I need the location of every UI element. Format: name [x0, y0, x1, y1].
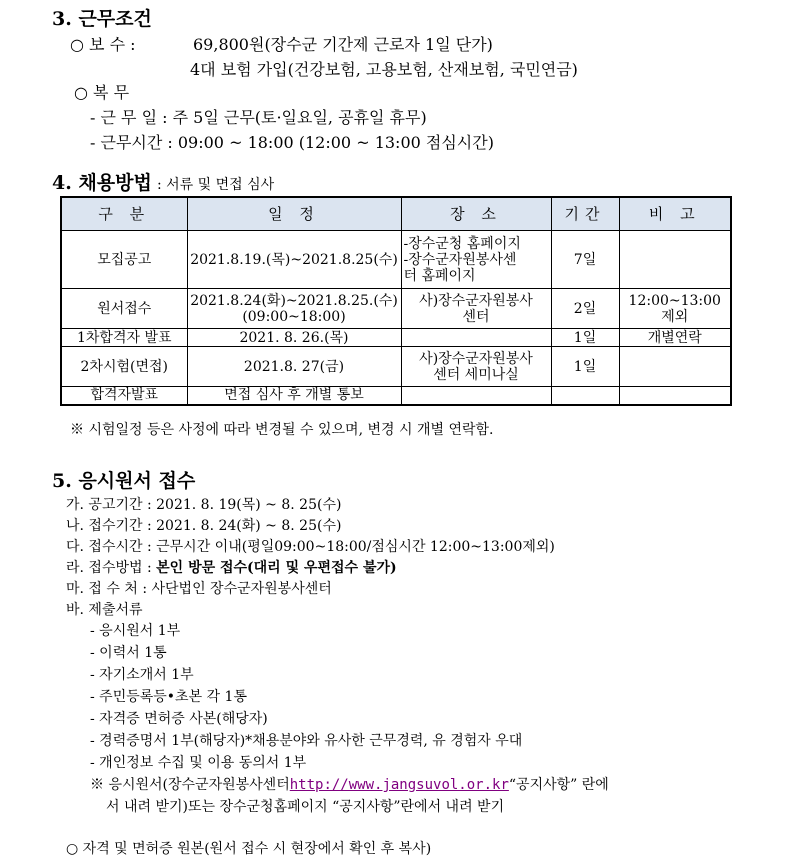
section5-title: 5. 응시원서 접수 — [52, 470, 196, 492]
doc-item: - 경력증명서 1부(해당자)*채용분야와 유사한 근무경력, 유 경험자 우대 — [90, 733, 523, 749]
row-note — [619, 347, 731, 387]
row-place — [401, 329, 551, 347]
insurance-text: 4대 보험 가입(건강보험, 고용보험, 산재보험, 국민연금) — [190, 60, 578, 79]
row-schedule: 2021. 8. 26.(목) — [187, 329, 401, 347]
doc-item: - 이력서 1통 — [90, 645, 167, 661]
table-row — [61, 231, 731, 289]
method-label: 라. 접수방법 : — [66, 560, 157, 576]
method-line — [66, 557, 397, 577]
row-place: 사)장수군자원봉사 센터 — [401, 289, 551, 329]
row-category: 모집공고 — [61, 231, 187, 289]
row-schedule: 2021.8. 27(금) — [187, 347, 401, 387]
row-period: 2일 — [551, 289, 619, 329]
table-header-row — [61, 197, 731, 231]
header-period: 기간 — [551, 197, 619, 231]
doc-item: - 주민등록등•초본 각 1통 — [90, 689, 247, 705]
schedule-footnote: ※ 시험일정 등은 사정에 따라 변경될 수 있으며, 변경 시 개별 연락함. — [70, 422, 494, 438]
row-category: 원서접수 — [61, 289, 187, 329]
header-schedule: 일 정 — [187, 197, 401, 231]
schedule-table — [60, 196, 732, 406]
list-item: 나. 접수기간 : 2021. 8. 24(화) ~ 8. 25(수) — [66, 518, 342, 534]
download-note-line2: 서 내려 받기)또는 장수군청홈페이지 “공지사항”란에서 내려 받기 — [106, 799, 505, 815]
row-note — [619, 387, 731, 405]
list-item: 가. 공고기간 : 2021. 8. 19(목) ~ 8. 25(수) — [66, 497, 342, 513]
row-period: 7일 — [551, 231, 619, 289]
doc-item: - 응시원서 1부 — [90, 623, 181, 639]
row-place — [401, 387, 551, 405]
duty-label: ○ 복 무 — [74, 83, 130, 102]
row-category: 2차시험(면접) — [61, 347, 187, 387]
method-value: 본인 방문 접수(대리 및 우편접수 불가) — [156, 560, 397, 576]
section4-heading — [52, 168, 274, 195]
row-schedule: 면접 심사 후 개별 통보 — [187, 387, 401, 405]
original-docs-note: ○ 자격 및 면허증 원본(원서 접수 시 현장에서 확인 후 복사) — [66, 841, 432, 857]
table-row — [61, 289, 731, 329]
note-suffix: “공지사항” 란에 — [508, 777, 609, 793]
doc-item: - 자기소개서 1부 — [90, 667, 194, 683]
doc-item: - 자격증 면허증 사본(해당자) — [90, 711, 268, 727]
row-category: 합격자발표 — [61, 387, 187, 405]
pay-label: ○ 보 수 : — [70, 35, 136, 54]
table-row — [61, 329, 731, 347]
row-period — [551, 387, 619, 405]
list-item: 다. 접수시간 : 근무시간 이내(평일09:00~18:00/점심시간 12:00~13:00제외) — [66, 539, 555, 555]
row-place: -장수군청 홈페이지 -장수군자원봉사센 터 홈페이지 — [401, 231, 551, 289]
row-schedule: 2021.8.24(화)~2021.8.25.(수) (09:00~18:00) — [187, 289, 401, 329]
row-note: 12:00~13:00 제외 — [619, 289, 731, 329]
list-item: 마. 접 수 처 : 사단법인 장수군자원봉사센터 — [66, 581, 332, 597]
worktime-text: - 근무시간 : 09:00 ~ 18:00 (12:00 ~ 13:00 점심시간) — [90, 133, 494, 152]
row-category: 1차합격자 발표 — [61, 329, 187, 347]
header-category: 구 분 — [61, 197, 187, 231]
header-note: 비 고 — [619, 197, 731, 231]
jangsuvol-link[interactable]: http://www.jangsuvol.or.kr — [289, 777, 509, 793]
row-period: 1일 — [551, 329, 619, 347]
workdays-text: - 근 무 일 : 주 5일 근무(토·일요일, 공휴일 휴무) — [90, 108, 427, 127]
section3-title: 3. 근무조건 — [52, 8, 152, 30]
doc-item: - 개인정보 수집 및 이용 동의서 1부 — [90, 755, 307, 771]
download-note — [90, 774, 609, 794]
row-period: 1일 — [551, 347, 619, 387]
table-row — [61, 347, 731, 387]
note-prefix: ※ 응시원서(장수군자원봉사센터 — [90, 777, 290, 793]
table-row — [61, 387, 731, 405]
docs-title: 바. 제출서류 — [66, 602, 143, 618]
header-place: 장 소 — [401, 197, 551, 231]
row-note: 개별연락 — [619, 329, 731, 347]
section4-title: 4. 채용방법 — [52, 172, 152, 194]
row-place: 사)장수군자원봉사 센터 세미나실 — [401, 347, 551, 387]
row-note — [619, 231, 731, 289]
row-schedule: 2021.8.19.(목)~2021.8.25(수) — [187, 231, 401, 289]
pay-value: 69,800원(장수군 기간제 근로자 1일 단가) — [193, 35, 493, 54]
section4-title-suffix: : 서류 및 면접 심사 — [156, 177, 275, 193]
